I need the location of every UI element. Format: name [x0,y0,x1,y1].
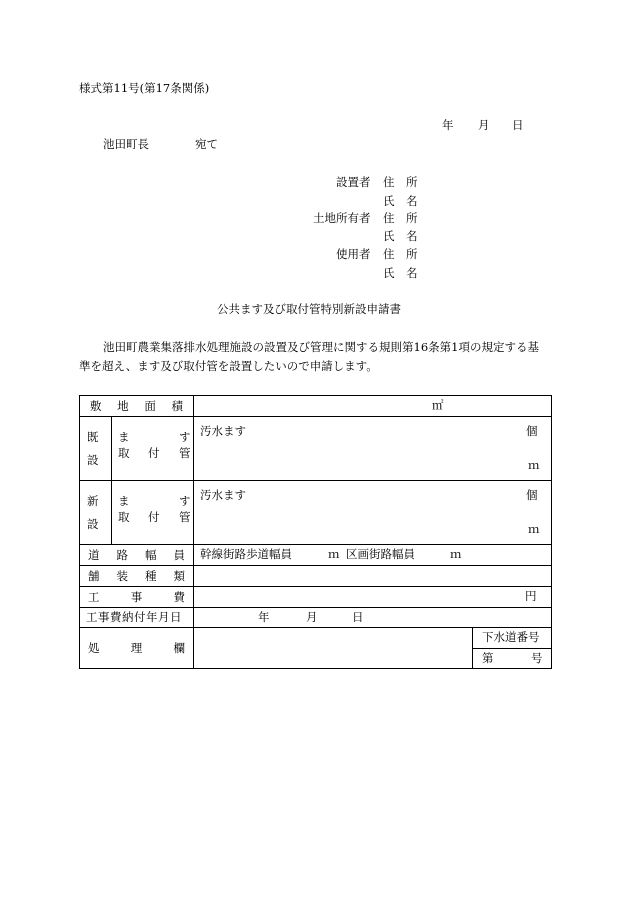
number-suffix: 号 [531,650,543,665]
payment-day: 日 [352,610,364,624]
label-cost: 工 事 費 [80,587,194,608]
row-new [80,481,552,545]
row-road-width [80,545,552,566]
label-pavement: 舗 装 種 類 [80,566,194,587]
body-line-1: 池田町農業集落排水処理施設の設置及び管理に関する規則第16条第1項の規定する基 [103,340,539,354]
label-processing: 処 理 欄 [80,628,194,669]
processing-field[interactable] [194,628,473,669]
label-site-area: 敷 地 面 積 [80,396,194,417]
existing-masu-text: 汚水ます [200,424,246,438]
trunk-road-label: 幹線街路歩道幅員 [200,547,292,561]
payment-year: 年 [258,610,270,624]
row-cost [80,587,552,608]
applicant-address-label: 住 所 [383,247,418,261]
applicant-name-label: 氏 名 [383,229,418,243]
district-road-unit: ｍ [450,547,462,561]
pavement-field[interactable] [194,566,552,587]
existing-field[interactable] [194,417,552,481]
row-processing [80,628,552,649]
date-day: 日 [512,118,524,132]
document-title: 公共ます及び取付管特別新設申請書 [217,302,401,316]
body-line-2: 準を超え、ます及び取付管を設置したいので申請します。 [79,359,378,373]
sewer-number-label: 下水道番号 [482,630,540,644]
applicant-name-label: 氏 名 [383,194,418,208]
label-payment-date: 工事費納付年月日 [80,608,194,628]
row-payment-date [80,608,552,628]
date-month: 月 [478,118,490,132]
cost-field[interactable] [194,587,552,608]
applicant-role-installer: 設置者 [336,175,371,189]
label-new: 新 設 ま す 取 付 管 [80,481,194,545]
payment-date-field[interactable] [194,608,552,628]
honorific: 宛て [195,137,218,151]
row-site-area [80,396,552,417]
row-existing [80,417,552,481]
application-table [79,395,552,669]
label-road-width: 道 路 幅 員 [80,545,194,566]
district-road-label: 区画街路幅員 [346,547,415,561]
site-area-field[interactable] [194,396,552,417]
row-pavement [80,566,552,587]
label-existing: 既 設 ま す 取 付 管 [80,417,194,481]
number-prefix: 第 [482,650,494,665]
payment-month: 月 [306,610,318,624]
existing-pipe-unit: ｍ [528,458,540,472]
applicant-address-label: 住 所 [383,175,418,189]
applicant-role-user: 使用者 [336,247,371,261]
new-masu-unit: 個 [526,488,538,502]
new-masu-text: 汚水ます [200,488,246,502]
new-field[interactable] [194,481,552,545]
cost-unit: 円 [525,589,537,603]
applicant-name-label: 氏 名 [383,266,418,280]
existing-masu-unit: 個 [526,424,538,438]
applicant-address-label: 住 所 [383,211,418,225]
form-number: 様式第11号(第17条関係) [79,81,210,95]
road-width-field[interactable] [194,545,552,566]
addressee: 池田町長 [103,137,149,151]
sewer-number-label-cell [473,628,552,649]
date-year: 年 [442,118,454,132]
sewer-number-field[interactable] [473,648,552,669]
new-pipe-unit: ｍ [528,522,540,536]
trunk-road-unit: ｍ [328,547,340,561]
site-area-unit: ㎡ [432,398,444,412]
applicant-role-landowner: 土地所有者 [313,211,371,225]
